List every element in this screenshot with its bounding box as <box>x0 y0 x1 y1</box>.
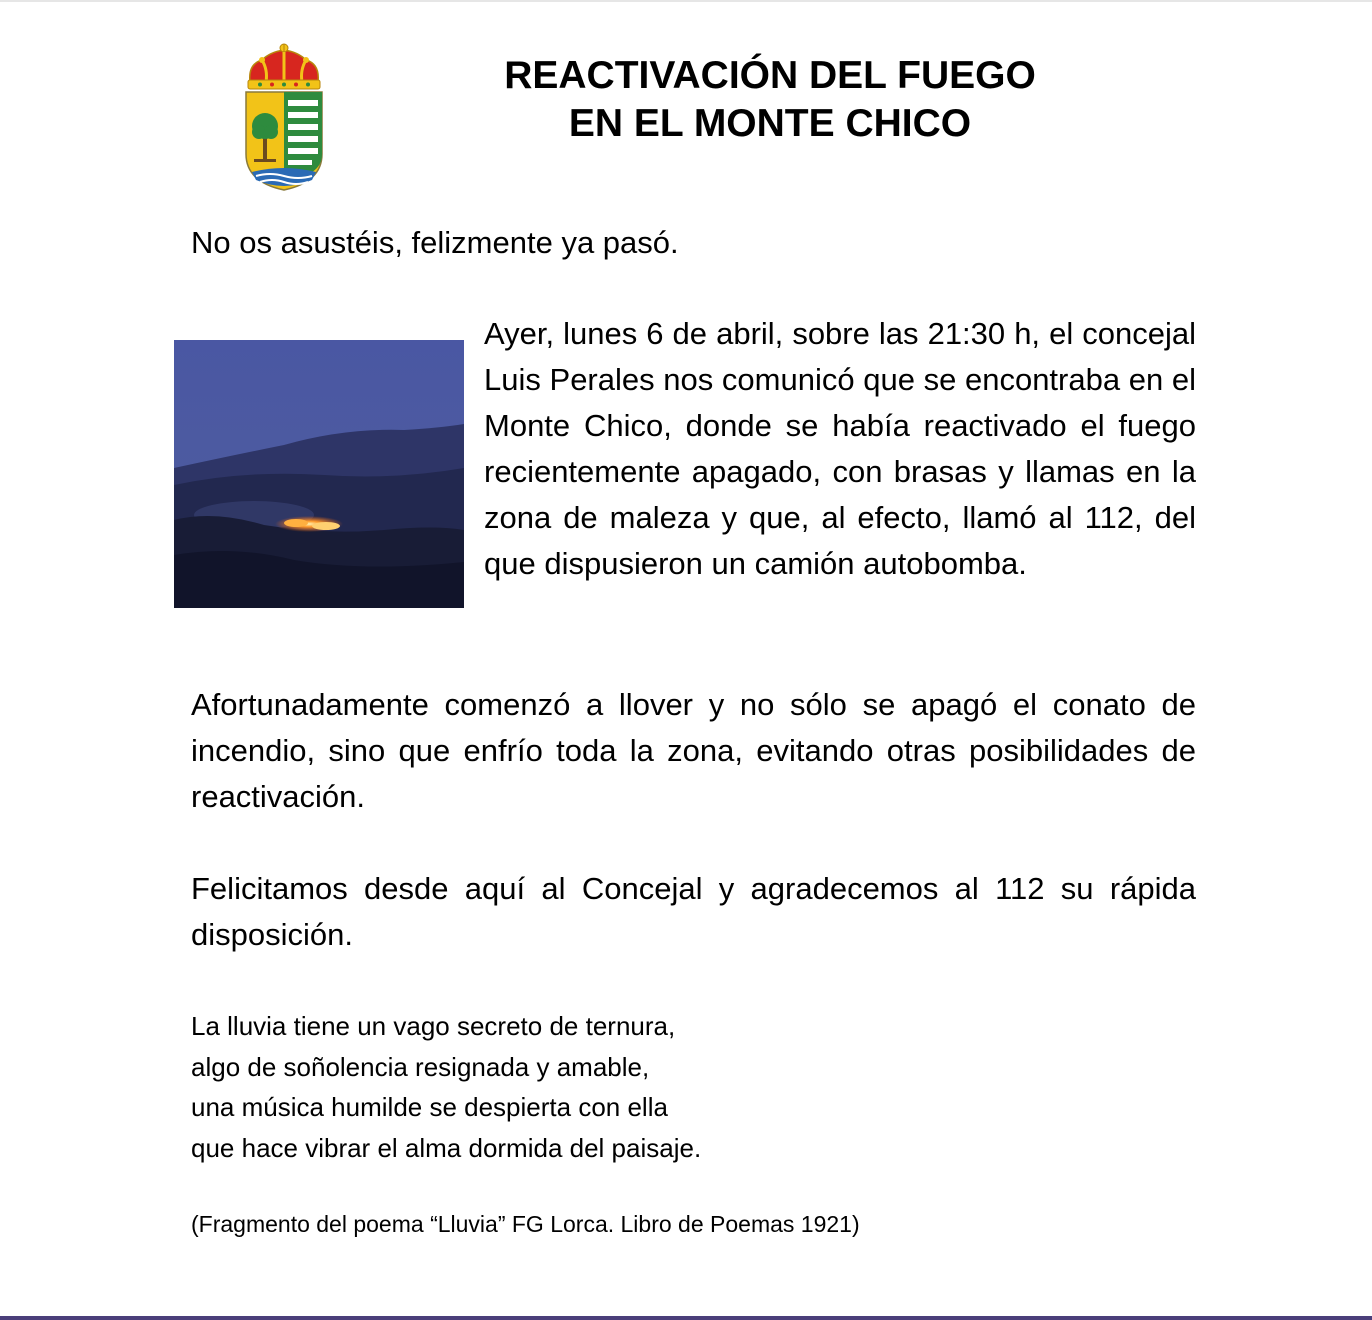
paragraph-felicitamos: Felicitamos desde aquí al Concejal y agradecemos al 112 su rápida disposición. <box>191 871 1196 952</box>
paragraph-ayer: Ayer, lunes 6 de abril, sobre las 21:30 h, el concejal Luis Perales nos comunicó que se encontraba en el Monte Chico, donde se había reactivado el fuego recientemente apagado, con brasas y llamas en la zona de maleza y que, al efecto, llamó al 112, del que dispusieron un camión autobomba. <box>484 316 1196 581</box>
top-border <box>0 0 1372 2</box>
poem-citation: (Fragmento del poema “Lluvia” FG Lorca. Libro de Poemas 1921) <box>191 1211 860 1237</box>
bottom-border <box>0 1316 1372 1320</box>
paragraph-afortunadamente: Afortunadamente comenzó a llover y no sólo se apagó el conato de incendio, sino que enfrío toda la zona, evitando otras posibilidades de reactivación. <box>191 687 1196 814</box>
fire-photo <box>174 340 464 608</box>
poem-fragment <box>191 1006 1091 1168</box>
poem-line: una música humilde se despierta con ella <box>191 1092 668 1122</box>
title-line-1: REACTIVACIÓN DEL FUEGO <box>504 54 1036 97</box>
coat-of-arms-logo <box>240 42 328 192</box>
poem-line: algo de soñolencia resignada y amable, <box>191 1051 650 1082</box>
shield-icon <box>246 92 322 190</box>
poem-line: La lluvia tiene un vago secreto de ternura, <box>191 1011 676 1041</box>
poem-line: que hace vibrar el alma dormida del paisaje. <box>191 1132 702 1163</box>
intro-paragraph: No os asustéis, felizmente ya pasó. <box>191 225 679 260</box>
title-line-2: EN EL MONTE CHICO <box>568 102 972 145</box>
page-title <box>470 52 1070 148</box>
crown-icon <box>248 44 320 89</box>
